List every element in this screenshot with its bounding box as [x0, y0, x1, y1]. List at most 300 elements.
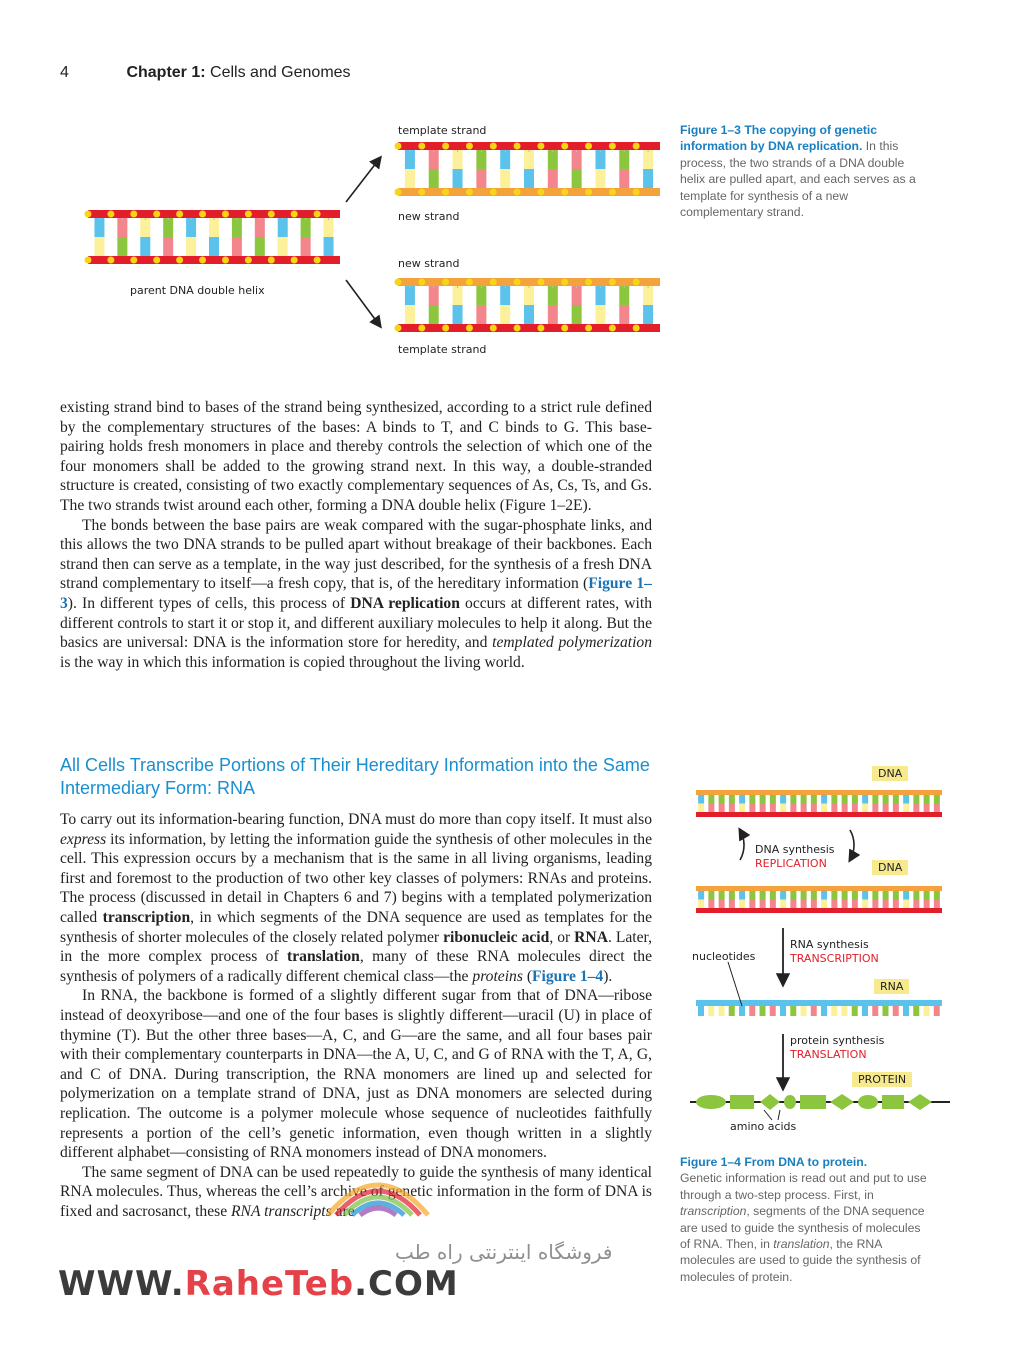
caption4-title: From DNA to protein. — [744, 1155, 868, 1169]
base — [801, 900, 807, 909]
base — [429, 286, 439, 305]
base — [476, 150, 486, 169]
sugar-dot — [314, 211, 321, 218]
sugar-dot — [176, 211, 183, 218]
base — [831, 804, 837, 813]
backbone-top — [696, 790, 942, 795]
base — [872, 891, 878, 900]
body-text-upper — [60, 398, 652, 672]
base — [500, 150, 510, 169]
rna-base — [801, 1006, 807, 1016]
base — [698, 795, 704, 804]
arrow-up — [346, 158, 380, 202]
base — [94, 237, 104, 256]
base — [811, 804, 817, 813]
sugar-dot — [291, 211, 298, 218]
paragraph-1: existing strand bind to bases of the strand being synthesized, according to a strict rule defined by the complementary structures of the bases: A binds to T, and C binds to G. This base-pairing holds fresh monomers in place and thereby controls the selection of which one of the four monomers shall be added to the growing strand next. In this way, a double-stranded structure is created, consisting of two exactly complementary sequences of As, Cs, Ts, and Gs. The two strands twist around each other, forming a DNA double helix (Figure 1–2E). — [60, 399, 652, 514]
base — [429, 169, 439, 188]
rna-base — [831, 1006, 837, 1016]
rna-base — [842, 1006, 848, 1016]
base — [842, 795, 848, 804]
base — [209, 218, 219, 237]
base — [790, 804, 796, 813]
base — [883, 891, 889, 900]
sugar-dot — [585, 279, 592, 286]
sugar-dot — [609, 143, 616, 150]
label-replication: REPLICATION — [755, 857, 827, 870]
base — [903, 891, 909, 900]
base — [872, 900, 878, 909]
base — [500, 305, 510, 324]
amino-acid — [908, 1094, 932, 1110]
chapter-label: Chapter 1: — [126, 64, 206, 81]
base — [453, 286, 463, 305]
label-translation: TRANSLATION — [790, 1048, 867, 1061]
base — [831, 891, 837, 900]
rna-base — [821, 1006, 827, 1016]
protein-chain — [690, 1094, 950, 1110]
backbone-bottom — [696, 812, 942, 817]
base — [643, 150, 653, 169]
base — [255, 237, 265, 256]
amino-acid — [882, 1095, 904, 1109]
watermark-logo — [318, 1165, 438, 1225]
sugar-dot — [107, 257, 114, 264]
base — [913, 900, 919, 909]
base — [780, 900, 786, 909]
base — [619, 169, 629, 188]
backbone-bottom — [398, 188, 660, 196]
base — [760, 795, 766, 804]
sugar-dot — [314, 257, 321, 264]
base — [729, 900, 735, 909]
label-template-top: template strand — [398, 124, 487, 137]
nucleotides-pointer — [728, 962, 742, 1006]
base — [698, 900, 704, 909]
label-dna-top: DNA — [872, 766, 908, 781]
sugar-dot — [245, 211, 252, 218]
base — [729, 804, 735, 813]
paragraph-5: The same segment of DNA can be used repeatedly to guide the synthesis of many identical RNA molecules. Thus, whereas the cell’s archive of genetic information in the form of DNA is fixed and sacrosanct, these RNA transcripts are — [60, 1163, 652, 1220]
base — [643, 286, 653, 305]
base — [852, 891, 858, 900]
paragraph-3: To carry out its information-bearing function, DNA must do more than copy itself. It must also express its information, by letting the information guide the synthesis of other molecules in the cell. This expression occurs by a mechanism that is the same in all living organisms, leading first and foremost to the production of two other key classes of polymers: RNAs and proteins. The process (discussed in detail in Chapters 6 and 7) begins with a templated polymerization called transcription, in which segments of the DNA sequence are used as templates for the synthesis of shorter molecules of the closely related polymer ribonucleic acid, or RNA. Later, in the more complex process of translation, many of these RNA molecules direct the synthesis of polymers of a radically different chemical class—the proteins (Figure 1–4). — [60, 811, 653, 985]
base — [739, 900, 745, 909]
sugar-dot — [153, 211, 160, 218]
base — [643, 169, 653, 188]
base — [476, 305, 486, 324]
rna-base — [913, 1006, 919, 1016]
sugar-dot — [418, 325, 425, 332]
base — [429, 150, 439, 169]
base — [739, 795, 745, 804]
rna-base — [893, 1006, 899, 1016]
amino-acid — [730, 1095, 754, 1109]
sugar-dot — [514, 279, 521, 286]
amino-acid — [830, 1094, 854, 1110]
sugar-dot — [418, 279, 425, 286]
base — [883, 900, 889, 909]
base — [760, 900, 766, 909]
base — [548, 150, 558, 169]
base — [500, 286, 510, 305]
sugar-dot — [585, 189, 592, 196]
base — [821, 900, 827, 909]
base — [770, 795, 776, 804]
base — [619, 286, 629, 305]
sugar-dot — [199, 211, 206, 218]
base — [862, 795, 868, 804]
base — [893, 795, 899, 804]
sugar-dot — [130, 257, 137, 264]
label-template-bottom: template strand — [398, 343, 487, 356]
sugar-dot — [107, 211, 114, 218]
base — [405, 305, 415, 324]
sugar-dot — [222, 257, 229, 264]
base — [770, 891, 776, 900]
sugar-dot — [514, 325, 521, 332]
base — [572, 169, 582, 188]
base — [811, 795, 817, 804]
sugar-dot — [442, 189, 449, 196]
backbone-bottom — [696, 908, 942, 913]
base — [862, 891, 868, 900]
rna-base — [749, 1006, 755, 1016]
base — [872, 804, 878, 813]
amino-acid — [696, 1095, 726, 1109]
arrow-down — [346, 280, 380, 326]
base — [893, 891, 899, 900]
base — [708, 804, 714, 813]
figure-ref-1-3[interactable]: Figure 1–3 — [60, 575, 652, 612]
base — [232, 237, 242, 256]
sugar-dot — [268, 211, 275, 218]
sugar-dot — [633, 325, 640, 332]
figure-1-4-caption: Figure 1–4 From DNA to protein. Genetic information is read out and put to use through a two-step process. First, in transcription, segments of the DNA sequence are used to guide the synthesis of molecules of RNA. Then, in translation, the RNA molecules are used to guide the synthesis of molecules of protein. — [680, 1155, 927, 1284]
base — [619, 150, 629, 169]
label-rna-synthesis: RNA synthesis — [790, 938, 869, 951]
base — [719, 804, 725, 813]
figure-ref-1-4[interactable]: Figure 1–4 — [532, 967, 604, 985]
base — [893, 804, 899, 813]
base — [749, 795, 755, 804]
sugar-dot — [466, 325, 473, 332]
base — [821, 891, 827, 900]
sugar-dot — [291, 257, 298, 264]
base — [760, 804, 766, 813]
sugar-dot — [395, 325, 402, 332]
label-protein-synthesis: protein synthesis — [790, 1034, 885, 1047]
base — [780, 804, 786, 813]
base — [405, 169, 415, 188]
sugar-dot — [418, 143, 425, 150]
rna-base — [739, 1006, 745, 1016]
sugar-dot — [490, 189, 497, 196]
base — [924, 795, 930, 804]
sugar-dot — [395, 279, 402, 286]
base — [801, 804, 807, 813]
amino-pointer-2 — [778, 1110, 780, 1120]
sugar-dot — [395, 189, 402, 196]
base — [524, 169, 534, 188]
base — [770, 900, 776, 909]
amino-acid — [784, 1095, 796, 1109]
base — [708, 900, 714, 909]
base — [821, 804, 827, 813]
base — [548, 169, 558, 188]
dna-ladder — [395, 278, 661, 332]
sugar-dot — [490, 325, 497, 332]
label-rna: RNA — [874, 979, 909, 994]
base — [453, 305, 463, 324]
base — [770, 804, 776, 813]
base — [821, 795, 827, 804]
sugar-dot — [490, 279, 497, 286]
base — [934, 891, 940, 900]
base — [862, 900, 868, 909]
label-new-bottom: new strand — [398, 257, 460, 270]
page-number: 4 — [60, 64, 69, 81]
base — [842, 804, 848, 813]
base — [801, 891, 807, 900]
running-header — [60, 64, 351, 82]
base — [831, 795, 837, 804]
base — [811, 900, 817, 909]
sugar-dot — [176, 257, 183, 264]
base — [739, 804, 745, 813]
base — [708, 795, 714, 804]
base — [903, 804, 909, 813]
dna-ladder-small — [696, 886, 942, 913]
watermark-persian: فروشگاه اینترنتی راه طب — [395, 1240, 613, 1264]
label-dna-mid: DNA — [872, 860, 908, 875]
base — [163, 237, 173, 256]
replication-arrow-right — [850, 830, 854, 860]
base — [524, 305, 534, 324]
label-nucleotides: nucleotides — [692, 950, 756, 963]
sugar-dot — [418, 189, 425, 196]
amino-acid — [858, 1095, 878, 1109]
sugar-dot — [561, 143, 568, 150]
base — [548, 286, 558, 305]
label-transcription: TRANSCRIPTION — [790, 952, 879, 965]
base — [255, 218, 265, 237]
base — [924, 900, 930, 909]
base — [749, 891, 755, 900]
rna-base — [903, 1006, 909, 1016]
base — [163, 218, 173, 237]
rna-base — [698, 1006, 704, 1016]
sugar-dot — [633, 189, 640, 196]
base — [739, 891, 745, 900]
base — [924, 804, 930, 813]
base — [524, 286, 534, 305]
base — [749, 804, 755, 813]
sugar-dot — [585, 143, 592, 150]
backbone-top — [88, 210, 340, 218]
base — [934, 795, 940, 804]
body-text-lower — [60, 810, 652, 1221]
base — [790, 891, 796, 900]
base — [572, 286, 582, 305]
base — [209, 237, 219, 256]
rna-base — [924, 1006, 930, 1016]
label-dna-synthesis: DNA synthesis — [755, 843, 835, 856]
sugar-dot — [85, 257, 92, 264]
base — [595, 169, 605, 188]
caption-figure-number: Figure 1–3 — [680, 123, 741, 137]
base — [572, 150, 582, 169]
sugar-dot — [395, 143, 402, 150]
base — [117, 237, 127, 256]
base — [548, 305, 558, 324]
base — [790, 795, 796, 804]
rna-base — [883, 1006, 889, 1016]
amino-acid — [760, 1094, 780, 1110]
base — [301, 237, 311, 256]
base — [453, 169, 463, 188]
label-parent: parent DNA double helix — [130, 284, 265, 297]
sugar-dot — [490, 143, 497, 150]
base — [301, 218, 311, 237]
sugar-dot — [561, 189, 568, 196]
base — [913, 795, 919, 804]
base — [698, 891, 704, 900]
base — [934, 804, 940, 813]
base — [719, 795, 725, 804]
amino-pointer-1 — [764, 1110, 772, 1120]
base — [903, 900, 909, 909]
replication-arrow-left — [740, 830, 744, 860]
base — [500, 169, 510, 188]
caption-body: In this process, the two strands of a DNA double helix are pulled apart, and each serves as a template for synthesis of a new complementary strand. — [680, 139, 916, 220]
sugar-dot — [609, 279, 616, 286]
dna-strands — [85, 142, 661, 332]
rna-base — [811, 1006, 817, 1016]
sugar-dot — [514, 143, 521, 150]
base — [790, 900, 796, 909]
chapter-title: Cells and Genomes — [210, 64, 351, 81]
base — [708, 891, 714, 900]
rna-strand — [696, 1000, 942, 1016]
base — [453, 150, 463, 169]
base — [780, 891, 786, 900]
caption4-figure-number: Figure 1–4 — [680, 1155, 741, 1169]
base — [595, 305, 605, 324]
base — [852, 795, 858, 804]
base — [186, 218, 196, 237]
base — [186, 237, 196, 256]
base — [140, 218, 150, 237]
sugar-dot — [442, 325, 449, 332]
base — [852, 804, 858, 813]
figure-1-3-diagram — [80, 130, 660, 360]
sugar-dot — [442, 143, 449, 150]
backbone-bottom — [398, 324, 660, 332]
sugar-dot — [537, 325, 544, 332]
sugar-dot — [85, 211, 92, 218]
base — [729, 795, 735, 804]
base — [862, 804, 868, 813]
base — [883, 795, 889, 804]
figure-1-3-caption — [680, 122, 932, 220]
base — [760, 891, 766, 900]
base — [749, 900, 755, 909]
base — [842, 900, 848, 909]
sugar-dot — [537, 189, 544, 196]
base — [780, 795, 786, 804]
base — [595, 286, 605, 305]
sugar-dot — [199, 257, 206, 264]
rna-base — [862, 1006, 868, 1016]
sugar-dot — [153, 257, 160, 264]
base — [893, 900, 899, 909]
dna-ladder — [395, 142, 661, 196]
sugar-dot — [609, 189, 616, 196]
base — [405, 286, 415, 305]
backbone-top — [398, 278, 660, 286]
base — [476, 286, 486, 305]
label-amino-acids: amino acids — [730, 1120, 797, 1133]
base — [903, 795, 909, 804]
base — [643, 305, 653, 324]
base — [232, 218, 242, 237]
rna-base — [780, 1006, 786, 1016]
base — [476, 169, 486, 188]
base — [619, 305, 629, 324]
rna-base — [719, 1006, 725, 1016]
base — [405, 150, 415, 169]
sugar-dot — [537, 143, 544, 150]
rna-base — [770, 1006, 776, 1016]
base — [883, 804, 889, 813]
label-protein: PROTEIN — [852, 1072, 912, 1087]
sugar-dot — [514, 189, 521, 196]
base — [595, 150, 605, 169]
base — [852, 900, 858, 909]
base — [117, 218, 127, 237]
base — [524, 150, 534, 169]
label-new-top: new strand — [398, 210, 460, 223]
sugar-dot — [442, 279, 449, 286]
sugar-dot — [633, 143, 640, 150]
base — [698, 804, 704, 813]
base — [924, 891, 930, 900]
rna-base — [760, 1006, 766, 1016]
base — [324, 218, 334, 237]
sugar-dot — [245, 257, 252, 264]
sugar-dot — [633, 279, 640, 286]
rna-base — [934, 1006, 940, 1016]
backbone-top — [398, 142, 660, 150]
base — [140, 237, 150, 256]
watermark-site: WWW.RaheTeb.COM — [58, 1264, 459, 1304]
base — [811, 891, 817, 900]
sugar-dot — [466, 143, 473, 150]
base — [719, 891, 725, 900]
base — [934, 900, 940, 909]
rna-base — [790, 1006, 796, 1016]
base — [872, 795, 878, 804]
sugar-dot — [130, 211, 137, 218]
base — [324, 237, 334, 256]
rna-base — [708, 1006, 714, 1016]
sugar-dot — [561, 325, 568, 332]
base — [913, 804, 919, 813]
sugar-dot — [222, 211, 229, 218]
base — [729, 891, 735, 900]
amino-acid — [800, 1095, 826, 1109]
